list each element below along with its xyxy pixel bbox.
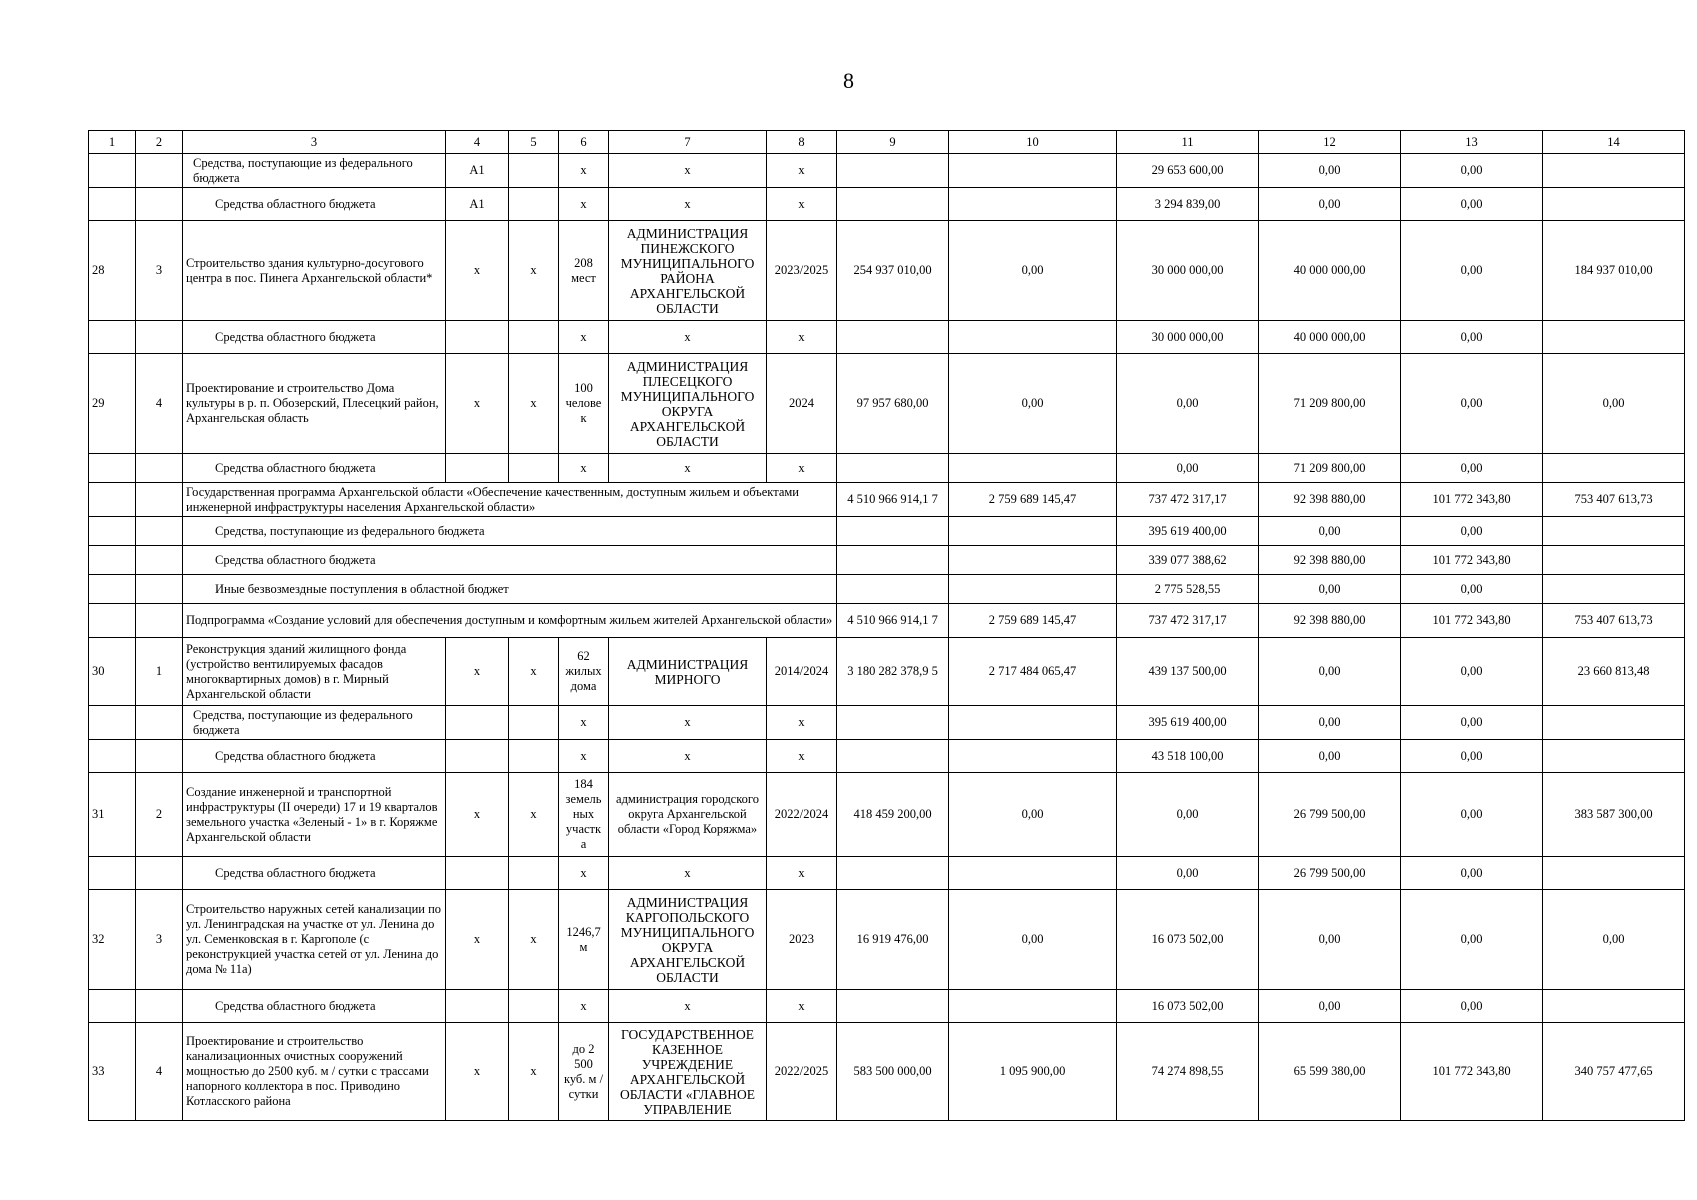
- amount-cell: 2 775 528,55: [1117, 575, 1259, 604]
- table-row: [89, 546, 1685, 575]
- amount-cell: 0,00: [1117, 354, 1259, 454]
- remainder-cell: [1543, 740, 1685, 773]
- amount-cell: 43 518 100,00: [1117, 740, 1259, 773]
- total-cost-cell: 254 937 010,00: [837, 221, 949, 321]
- code-cell: [446, 740, 509, 773]
- code2-cell: [509, 188, 559, 221]
- amount-cell: 30 000 000,00: [1117, 221, 1259, 321]
- code-cell: A1: [446, 154, 509, 188]
- period-cell: 2023/2025: [767, 221, 837, 321]
- item-number-cell: [136, 706, 183, 740]
- code-cell: x: [446, 354, 509, 454]
- customer-cell: АДМИНИСТРАЦИЯ ПИНЕЖСКОГО МУНИЦИПАЛЬНОГО РАЙОНА АРХАНГЕЛЬСКОЙ ОБЛАСТИ: [609, 221, 767, 321]
- amount-cell: 71 209 800,00: [1259, 354, 1401, 454]
- spent-cell: 2 759 689 145,47: [949, 604, 1117, 638]
- item-number-cell: [136, 321, 183, 354]
- table-row: [89, 221, 1685, 321]
- amount-cell: 0,00: [1117, 773, 1259, 857]
- funding-source-cell: Иные безвозмездные поступления в областной бюджет: [183, 575, 837, 604]
- table-row: [89, 706, 1685, 740]
- customer-cell: АДМИНИСТРАЦИЯ МИРНОГО: [609, 638, 767, 706]
- spent-cell: [949, 154, 1117, 188]
- amount-cell: 26 799 500,00: [1259, 857, 1401, 890]
- remainder-cell: [1543, 575, 1685, 604]
- amount-cell: 92 398 880,00: [1259, 546, 1401, 575]
- spent-cell: [949, 188, 1117, 221]
- item-number-cell: [136, 546, 183, 575]
- remainder-cell: [1543, 857, 1685, 890]
- amount-cell: 0,00: [1401, 857, 1543, 890]
- capacity-cell: x: [559, 740, 609, 773]
- table-row: [89, 483, 1685, 517]
- code-cell: x: [446, 1023, 509, 1121]
- amount-cell: 0,00: [1259, 890, 1401, 990]
- amount-cell: 0,00: [1259, 154, 1401, 188]
- row-number-cell: [89, 575, 136, 604]
- spent-cell: 0,00: [949, 773, 1117, 857]
- customer-cell: АДМИНИСТРАЦИЯ ПЛЕСЕЦКОГО МУНИЦИПАЛЬНОГО ОКРУГА АРХАНГЕЛЬСКОЙ ОБЛАСТИ: [609, 354, 767, 454]
- item-number-cell: [136, 188, 183, 221]
- remainder-cell: 753 407 613,73: [1543, 604, 1685, 638]
- amount-cell: 0,00: [1117, 454, 1259, 483]
- header-cell: 8: [767, 131, 837, 154]
- customer-cell: x: [609, 990, 767, 1023]
- total-cost-cell: 16 919 476,00: [837, 890, 949, 990]
- customer-cell: x: [609, 154, 767, 188]
- customer-cell: ГОСУДАРСТВЕННОЕ КАЗЕННОЕ УЧРЕЖДЕНИЕ АРХАНГЕЛЬСКОЙ ОБЛАСТИ «ГЛАВНОЕ УПРАВЛЕНИЕ: [609, 1023, 767, 1121]
- header-cell: 12: [1259, 131, 1401, 154]
- total-cost-cell: [837, 857, 949, 890]
- amount-cell: 0,00: [1401, 154, 1543, 188]
- spent-cell: [949, 546, 1117, 575]
- program-title-cell: Государственная программа Архангельской области «Обеспечение качественным, доступным жильем и объектами инженерной инфраструктуры населения Архангельской области»: [183, 483, 837, 517]
- project-name-cell: Создание инженерной и транспортной инфраструктуры (II очереди) 17 и 19 кварталов земельного участка «Зеленый - 1» в г. Коряжме Архангельской области: [183, 773, 446, 857]
- code-cell: [446, 454, 509, 483]
- customer-cell: x: [609, 706, 767, 740]
- spent-cell: 0,00: [949, 221, 1117, 321]
- code2-cell: x: [509, 221, 559, 321]
- capacity-cell: x: [559, 154, 609, 188]
- spent-cell: 2 717 484 065,47: [949, 638, 1117, 706]
- total-cost-cell: [837, 575, 949, 604]
- item-number-cell: [136, 517, 183, 546]
- spent-cell: [949, 517, 1117, 546]
- remainder-cell: 753 407 613,73: [1543, 483, 1685, 517]
- spent-cell: 0,00: [949, 354, 1117, 454]
- item-number-cell: [136, 575, 183, 604]
- row-number-cell: 29: [89, 354, 136, 454]
- column-number-row: [89, 131, 1685, 154]
- amount-cell: 40 000 000,00: [1259, 321, 1401, 354]
- item-number-cell: [136, 990, 183, 1023]
- item-number-cell: [136, 483, 183, 517]
- header-cell: 11: [1117, 131, 1259, 154]
- code2-cell: x: [509, 890, 559, 990]
- row-number-cell: [89, 454, 136, 483]
- remainder-cell: 0,00: [1543, 890, 1685, 990]
- spent-cell: [949, 321, 1117, 354]
- total-cost-cell: 97 957 680,00: [837, 354, 949, 454]
- period-cell: 2022/2025: [767, 1023, 837, 1121]
- period-cell: 2024: [767, 354, 837, 454]
- code-cell: x: [446, 221, 509, 321]
- header-cell: 2: [136, 131, 183, 154]
- funding-source-cell: Средства областного бюджета: [183, 188, 446, 221]
- amount-cell: 0,00: [1259, 188, 1401, 221]
- amount-cell: 16 073 502,00: [1117, 990, 1259, 1023]
- total-cost-cell: [837, 990, 949, 1023]
- capacity-cell: 1246,7 м: [559, 890, 609, 990]
- table-row: [89, 517, 1685, 546]
- code2-cell: [509, 454, 559, 483]
- period-cell: x: [767, 706, 837, 740]
- amount-cell: 101 772 343,80: [1401, 546, 1543, 575]
- header-cell: 3: [183, 131, 446, 154]
- amount-cell: 16 073 502,00: [1117, 890, 1259, 990]
- code-cell: [446, 990, 509, 1023]
- amount-cell: 0,00: [1401, 188, 1543, 221]
- row-number-cell: [89, 188, 136, 221]
- amount-cell: 0,00: [1401, 575, 1543, 604]
- item-number-cell: [136, 604, 183, 638]
- project-name-cell: Строительство здания культурно-досугового центра в пос. Пинега Архангельской области*: [183, 221, 446, 321]
- total-cost-cell: [837, 321, 949, 354]
- row-number-cell: 32: [89, 890, 136, 990]
- funding-source-cell: Средства, поступающие из федерального бюджета: [183, 154, 446, 188]
- code-cell: [446, 321, 509, 354]
- code2-cell: x: [509, 638, 559, 706]
- amount-cell: 30 000 000,00: [1117, 321, 1259, 354]
- code2-cell: x: [509, 354, 559, 454]
- item-number-cell: 1: [136, 638, 183, 706]
- amount-cell: 737 472 317,17: [1117, 604, 1259, 638]
- funding-source-cell: Средства, поступающие из федерального бюджета: [183, 517, 837, 546]
- remainder-cell: 383 587 300,00: [1543, 773, 1685, 857]
- capacity-cell: x: [559, 857, 609, 890]
- amount-cell: 101 772 343,80: [1401, 1023, 1543, 1121]
- table-row: [89, 604, 1685, 638]
- table-row: [89, 890, 1685, 990]
- code2-cell: [509, 740, 559, 773]
- table-row: [89, 354, 1685, 454]
- row-number-cell: 31: [89, 773, 136, 857]
- table-row: [89, 454, 1685, 483]
- item-number-cell: 2: [136, 773, 183, 857]
- table-row: [89, 740, 1685, 773]
- table-row: [89, 773, 1685, 857]
- period-cell: x: [767, 188, 837, 221]
- row-number-cell: [89, 517, 136, 546]
- code2-cell: x: [509, 773, 559, 857]
- period-cell: 2022/2024: [767, 773, 837, 857]
- row-number-cell: [89, 990, 136, 1023]
- funding-source-cell: Средства областного бюджета: [183, 454, 446, 483]
- funding-source-cell: Средства областного бюджета: [183, 321, 446, 354]
- remainder-cell: 184 937 010,00: [1543, 221, 1685, 321]
- header-cell: 10: [949, 131, 1117, 154]
- remainder-cell: [1543, 546, 1685, 575]
- table-row: [89, 990, 1685, 1023]
- capacity-cell: x: [559, 188, 609, 221]
- amount-cell: 0,00: [1401, 354, 1543, 454]
- project-name-cell: Проектирование и строительство Дома культуры в р. п. Обозерский, Плесецкий район, Архангельская область: [183, 354, 446, 454]
- table-row: [89, 575, 1685, 604]
- amount-cell: 0,00: [1401, 221, 1543, 321]
- code-cell: x: [446, 773, 509, 857]
- amount-cell: 395 619 400,00: [1117, 517, 1259, 546]
- header-cell: 5: [509, 131, 559, 154]
- amount-cell: 0,00: [1401, 454, 1543, 483]
- remainder-cell: [1543, 706, 1685, 740]
- capacity-cell: x: [559, 454, 609, 483]
- total-cost-cell: [837, 154, 949, 188]
- item-number-cell: 4: [136, 354, 183, 454]
- header-cell: 13: [1401, 131, 1543, 154]
- customer-cell: x: [609, 188, 767, 221]
- funding-source-cell: Средства областного бюджета: [183, 857, 446, 890]
- spent-cell: [949, 454, 1117, 483]
- period-cell: x: [767, 990, 837, 1023]
- amount-cell: 101 772 343,80: [1401, 604, 1543, 638]
- project-name-cell: Строительство наружных сетей канализации по ул. Ленинградская на участке от ул. Ленина до ул. Семенковская в г. Каргополе (с реконструкцией участка сетей от ул. Ленина до дома № 11а): [183, 890, 446, 990]
- row-number-cell: 28: [89, 221, 136, 321]
- remainder-cell: 0,00: [1543, 354, 1685, 454]
- amount-cell: 0,00: [1401, 517, 1543, 546]
- row-number-cell: [89, 604, 136, 638]
- table-row: [89, 638, 1685, 706]
- remainder-cell: 23 660 813,48: [1543, 638, 1685, 706]
- total-cost-cell: 3 180 282 378,9 5: [837, 638, 949, 706]
- project-name-cell: Реконструкция зданий жилищного фонда (устройство вентилируемых фасадов многоквартирных домов) в г. Мирный Архангельской области: [183, 638, 446, 706]
- item-number-cell: [136, 740, 183, 773]
- amount-cell: 0,00: [1259, 638, 1401, 706]
- row-number-cell: [89, 740, 136, 773]
- amount-cell: 29 653 600,00: [1117, 154, 1259, 188]
- customer-cell: администрация городского округа Архангельской области «Город Коряжма»: [609, 773, 767, 857]
- period-cell: x: [767, 740, 837, 773]
- spent-cell: 2 759 689 145,47: [949, 483, 1117, 517]
- customer-cell: x: [609, 454, 767, 483]
- amount-cell: 0,00: [1401, 773, 1543, 857]
- spent-cell: [949, 990, 1117, 1023]
- subprogram-title-cell: Подпрограмма «Создание условий для обеспечения доступным и комфортным жильем жителей Архангельской области»: [183, 604, 837, 638]
- amount-cell: 0,00: [1117, 857, 1259, 890]
- amount-cell: 26 799 500,00: [1259, 773, 1401, 857]
- amount-cell: 0,00: [1259, 990, 1401, 1023]
- spent-cell: 1 095 900,00: [949, 1023, 1117, 1121]
- amount-cell: 3 294 839,00: [1117, 188, 1259, 221]
- row-number-cell: 33: [89, 1023, 136, 1121]
- remainder-cell: [1543, 454, 1685, 483]
- row-number-cell: [89, 546, 136, 575]
- funding-source-cell: Средства областного бюджета: [183, 546, 837, 575]
- remainder-cell: [1543, 188, 1685, 221]
- spent-cell: [949, 575, 1117, 604]
- amount-cell: 0,00: [1401, 638, 1543, 706]
- amount-cell: 0,00: [1401, 890, 1543, 990]
- page-number: 8: [843, 68, 854, 93]
- amount-cell: 74 274 898,55: [1117, 1023, 1259, 1121]
- amount-cell: 92 398 880,00: [1259, 604, 1401, 638]
- code2-cell: [509, 154, 559, 188]
- header-cell: 7: [609, 131, 767, 154]
- amount-cell: 0,00: [1401, 990, 1543, 1023]
- customer-cell: АДМИНИСТРАЦИЯ КАРГОПОЛЬСКОГО МУНИЦИПАЛЬНОГО ОКРУГА АРХАНГЕЛЬСКОЙ ОБЛАСТИ: [609, 890, 767, 990]
- spent-cell: [949, 740, 1117, 773]
- capacity-cell: x: [559, 990, 609, 1023]
- amount-cell: 92 398 880,00: [1259, 483, 1401, 517]
- total-cost-cell: 4 510 966 914,1 7: [837, 483, 949, 517]
- spent-cell: 0,00: [949, 890, 1117, 990]
- capacity-cell: 184 земель ных участк а: [559, 773, 609, 857]
- remainder-cell: [1543, 154, 1685, 188]
- row-number-cell: [89, 154, 136, 188]
- total-cost-cell: [837, 454, 949, 483]
- row-number-cell: [89, 706, 136, 740]
- item-number-cell: [136, 154, 183, 188]
- total-cost-cell: [837, 740, 949, 773]
- customer-cell: x: [609, 740, 767, 773]
- table-row: [89, 321, 1685, 354]
- table-row: [89, 188, 1685, 221]
- amount-cell: 0,00: [1401, 321, 1543, 354]
- remainder-cell: 340 757 477,65: [1543, 1023, 1685, 1121]
- code2-cell: [509, 706, 559, 740]
- customer-cell: x: [609, 857, 767, 890]
- header-cell: 9: [837, 131, 949, 154]
- code-cell: x: [446, 638, 509, 706]
- total-cost-cell: 583 500 000,00: [837, 1023, 949, 1121]
- amount-cell: 439 137 500,00: [1117, 638, 1259, 706]
- capacity-cell: x: [559, 321, 609, 354]
- amount-cell: 0,00: [1259, 517, 1401, 546]
- table-row: [89, 154, 1685, 188]
- header-cell: 1: [89, 131, 136, 154]
- amount-cell: 0,00: [1401, 706, 1543, 740]
- funding-source-cell: Средства, поступающие из федерального бюджета: [183, 706, 446, 740]
- item-number-cell: 3: [136, 890, 183, 990]
- total-cost-cell: [837, 546, 949, 575]
- spent-cell: [949, 706, 1117, 740]
- total-cost-cell: [837, 706, 949, 740]
- remainder-cell: [1543, 990, 1685, 1023]
- amount-cell: 395 619 400,00: [1117, 706, 1259, 740]
- code2-cell: x: [509, 1023, 559, 1121]
- item-number-cell: [136, 857, 183, 890]
- capacity-cell: 100 челове к: [559, 354, 609, 454]
- header-cell: 6: [559, 131, 609, 154]
- project-name-cell: Проектирование и строительство канализационных очистных сооружений мощностью до 2500 куб. м / сутки с трассами напорного коллектора в пос. Приводино Котласского района: [183, 1023, 446, 1121]
- code2-cell: [509, 990, 559, 1023]
- period-cell: x: [767, 321, 837, 354]
- period-cell: x: [767, 154, 837, 188]
- table-row: [89, 857, 1685, 890]
- capacity-cell: 208 мест: [559, 221, 609, 321]
- amount-cell: 339 077 388,62: [1117, 546, 1259, 575]
- code2-cell: [509, 857, 559, 890]
- item-number-cell: [136, 454, 183, 483]
- period-cell: x: [767, 454, 837, 483]
- code-cell: [446, 857, 509, 890]
- period-cell: x: [767, 857, 837, 890]
- remainder-cell: [1543, 321, 1685, 354]
- capacity-cell: 62 жилых дома: [559, 638, 609, 706]
- amount-cell: 0,00: [1401, 740, 1543, 773]
- period-cell: 2014/2024: [767, 638, 837, 706]
- amount-cell: 65 599 380,00: [1259, 1023, 1401, 1121]
- spent-cell: [949, 857, 1117, 890]
- item-number-cell: 4: [136, 1023, 183, 1121]
- total-cost-cell: 418 459 200,00: [837, 773, 949, 857]
- amount-cell: 0,00: [1259, 575, 1401, 604]
- code-cell: x: [446, 890, 509, 990]
- code2-cell: [509, 321, 559, 354]
- code-cell: [446, 706, 509, 740]
- total-cost-cell: [837, 517, 949, 546]
- amount-cell: 101 772 343,80: [1401, 483, 1543, 517]
- header-cell: 14: [1543, 131, 1685, 154]
- row-number-cell: [89, 321, 136, 354]
- total-cost-cell: [837, 188, 949, 221]
- row-number-cell: 30: [89, 638, 136, 706]
- amount-cell: 71 209 800,00: [1259, 454, 1401, 483]
- amount-cell: 737 472 317,17: [1117, 483, 1259, 517]
- budget-table: [88, 130, 1685, 1121]
- capacity-cell: x: [559, 706, 609, 740]
- table-row: [89, 1023, 1685, 1121]
- row-number-cell: [89, 483, 136, 517]
- capacity-cell: до 2 500 куб. м / сутки: [559, 1023, 609, 1121]
- row-number-cell: [89, 857, 136, 890]
- funding-source-cell: Средства областного бюджета: [183, 740, 446, 773]
- amount-cell: 0,00: [1259, 706, 1401, 740]
- amount-cell: 40 000 000,00: [1259, 221, 1401, 321]
- amount-cell: 0,00: [1259, 740, 1401, 773]
- period-cell: 2023: [767, 890, 837, 990]
- total-cost-cell: 4 510 966 914,1 7: [837, 604, 949, 638]
- funding-source-cell: Средства областного бюджета: [183, 990, 446, 1023]
- header-cell: 4: [446, 131, 509, 154]
- item-number-cell: 3: [136, 221, 183, 321]
- remainder-cell: [1543, 517, 1685, 546]
- code-cell: A1: [446, 188, 509, 221]
- customer-cell: x: [609, 321, 767, 354]
